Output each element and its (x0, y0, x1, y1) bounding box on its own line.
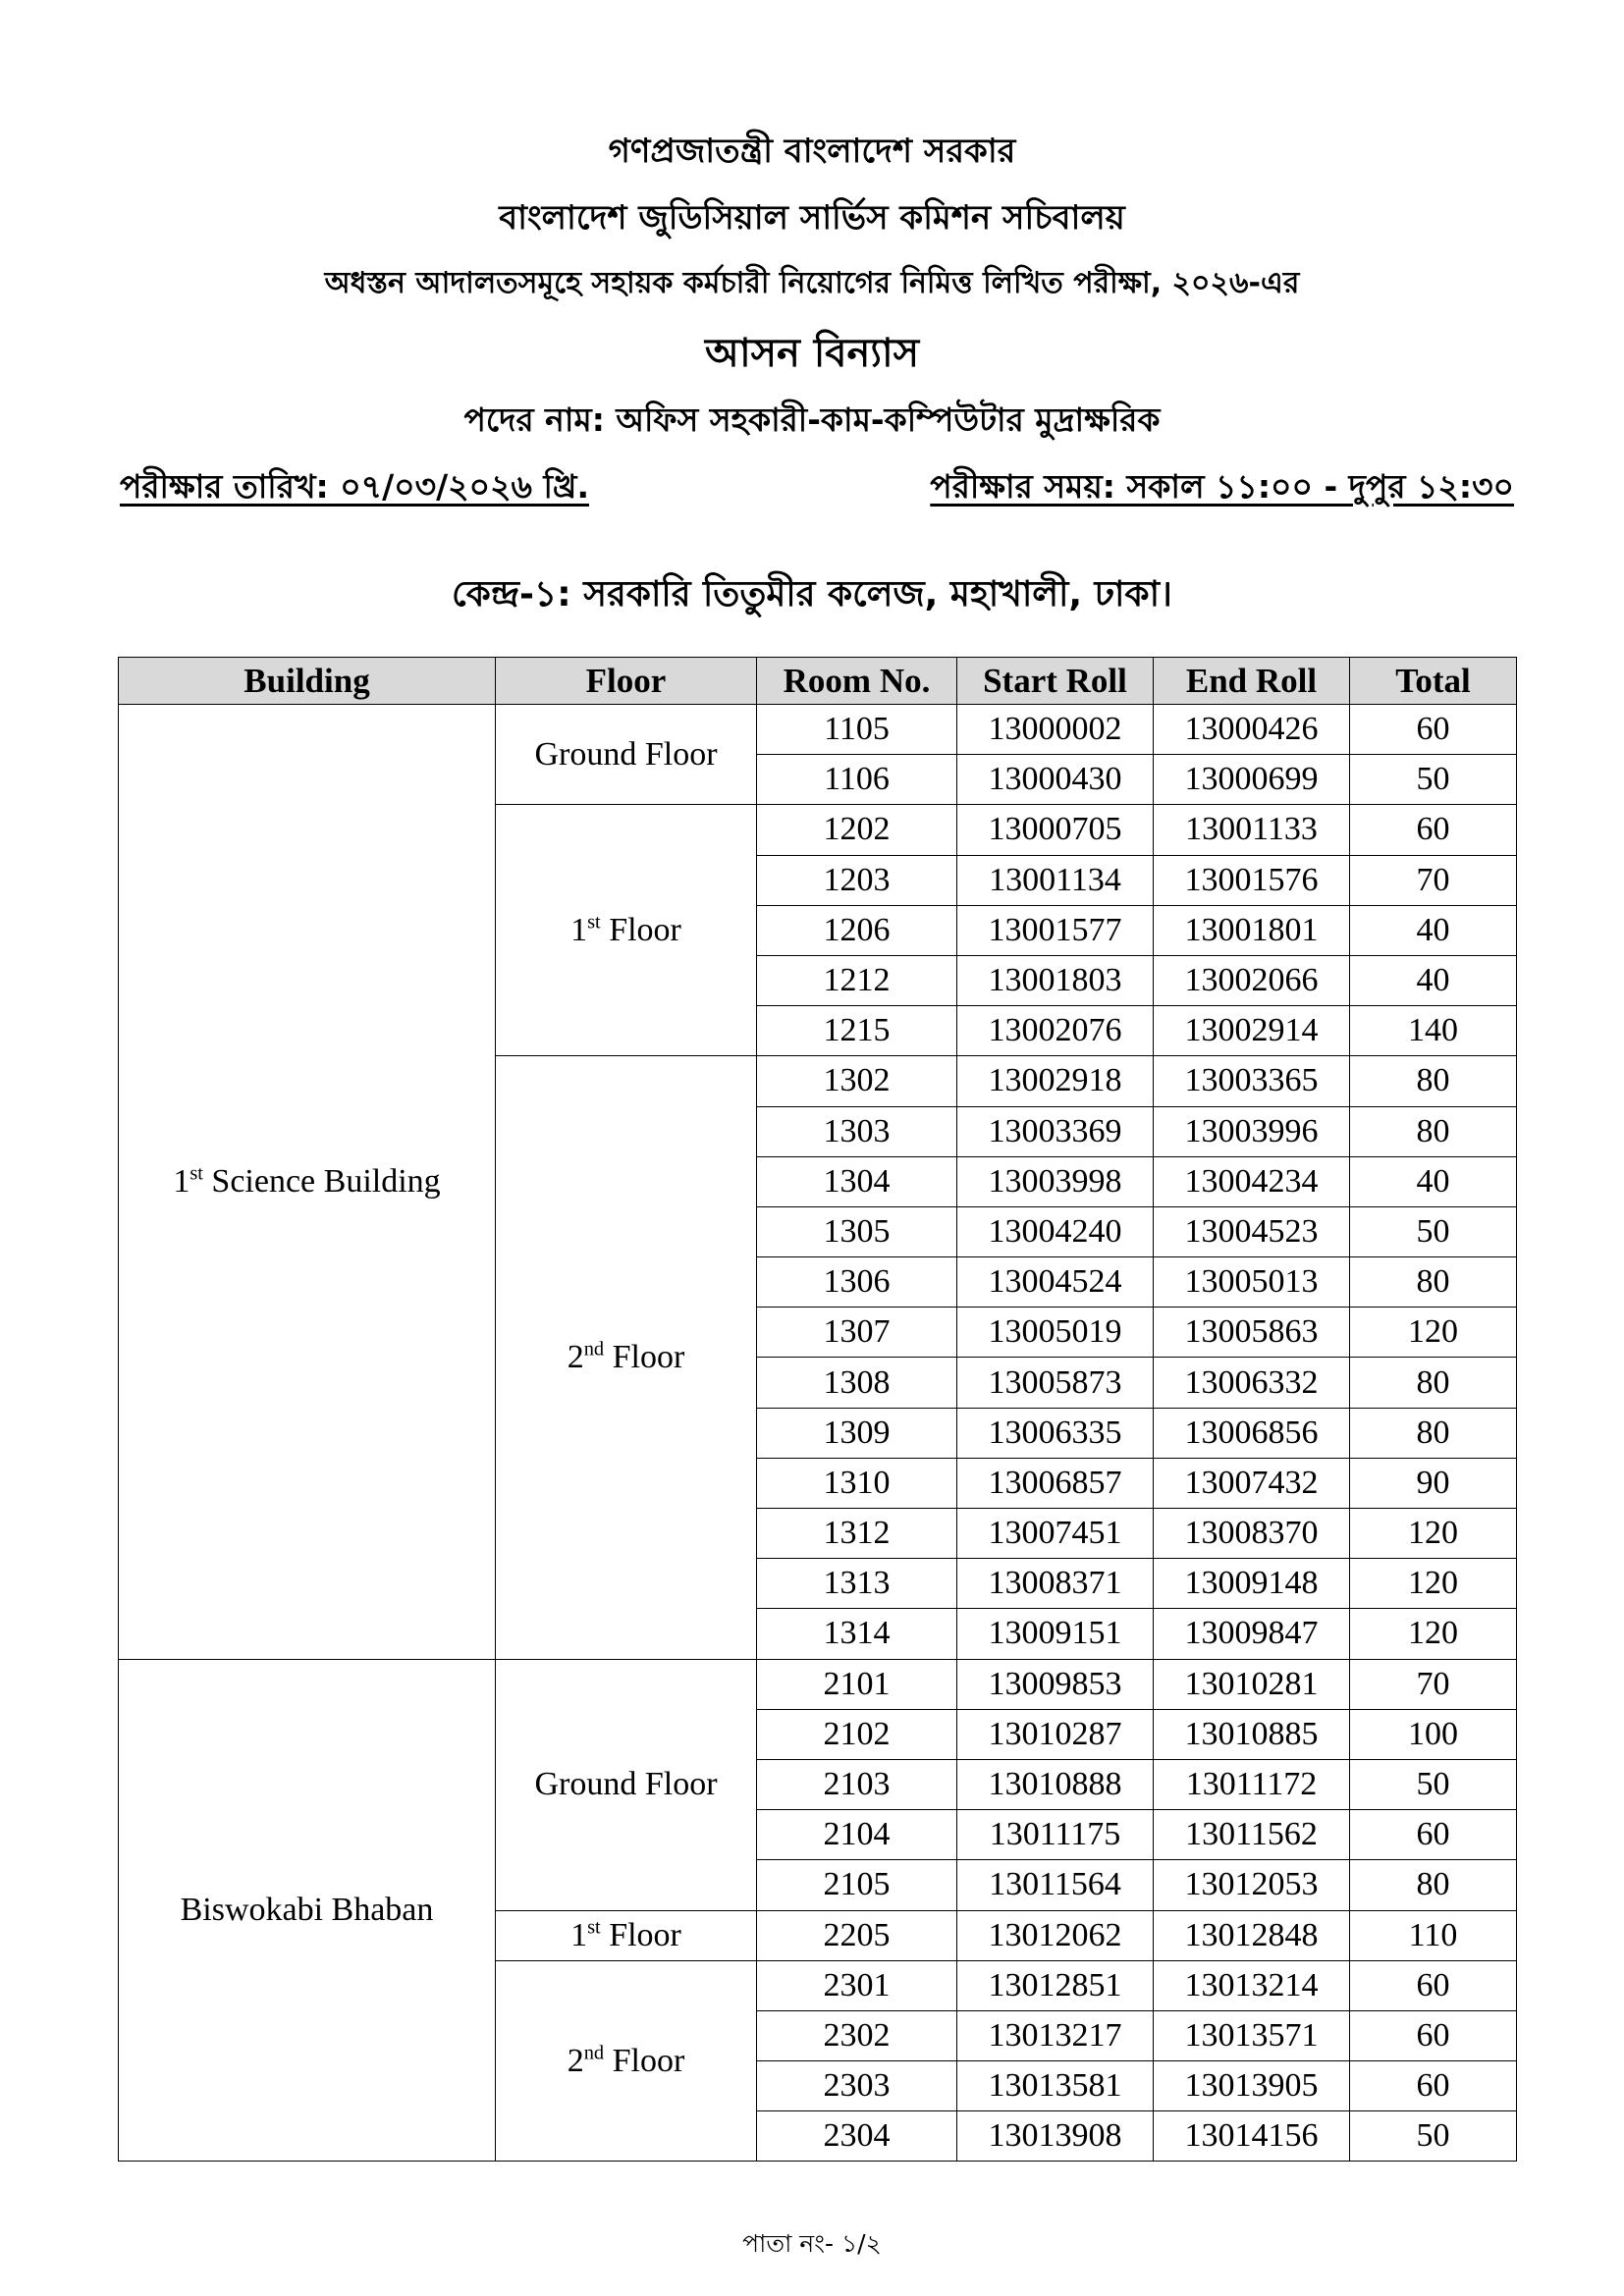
table-header-row (119, 658, 1517, 705)
floor-name-ordinal-suffix: nd (583, 2042, 605, 2064)
end-roll-cell: 13007432 (1154, 1458, 1350, 1508)
total-cell: 60 (1350, 1810, 1517, 1860)
floor-name-ordinal-suffix: st (587, 911, 601, 934)
start-roll-cell: 13004240 (957, 1206, 1154, 1256)
exam-date: পরীক্ষার তারিখ: ০৭/০৩/২০২৬ খ্রি. (120, 467, 589, 506)
start-roll-cell: 13013581 (957, 2061, 1154, 2111)
floor-name-text: Floor (604, 1338, 685, 1375)
room-cell: 1212 (757, 955, 957, 1005)
room-cell: 1312 (757, 1509, 957, 1559)
page-number: পাতা নং- ১/২ (742, 2229, 882, 2258)
end-roll-cell: 13011172 (1154, 1759, 1350, 1809)
end-roll-cell: 13012053 (1154, 1860, 1350, 1910)
end-roll-cell: 13006856 (1154, 1408, 1350, 1458)
start-roll-cell: 13007451 (957, 1509, 1154, 1559)
room-cell: 1206 (757, 905, 957, 955)
start-roll-cell: 13010888 (957, 1759, 1154, 1809)
floor-cell (496, 1960, 757, 2162)
room-cell: 1305 (757, 1206, 957, 1256)
total-cell: 70 (1350, 855, 1517, 905)
total-cell: 40 (1350, 1156, 1517, 1206)
floor-name-text: Floor (604, 2042, 685, 2079)
column-header-total: Total (1350, 658, 1517, 705)
room-cell: 2105 (757, 1860, 957, 1910)
column-header-end-roll: End Roll (1154, 658, 1350, 705)
total-cell: 80 (1350, 1106, 1517, 1156)
start-roll-cell: 13000002 (957, 705, 1154, 755)
total-cell: 140 (1350, 1006, 1517, 1056)
room-cell: 1306 (757, 1257, 957, 1308)
start-roll-cell: 13001134 (957, 855, 1154, 905)
total-cell: 110 (1350, 1910, 1517, 1960)
end-roll-cell: 13001133 (1154, 805, 1350, 855)
total-cell: 50 (1350, 1759, 1517, 1809)
end-roll-cell: 13001801 (1154, 905, 1350, 955)
floor-cell (496, 1056, 757, 1659)
room-cell: 2304 (757, 2111, 957, 2162)
room-cell: 2302 (757, 2010, 957, 2060)
start-roll-cell: 13002918 (957, 1056, 1154, 1106)
floor-name-number: 1 (570, 911, 588, 948)
building-cell (119, 1659, 496, 2162)
floor-name-ordinal-suffix: nd (583, 1338, 605, 1361)
government-title: গণপ্রজাতন্ত্রী বাংলাদেশ সরকার (608, 132, 1016, 171)
table-row (119, 1659, 1517, 1709)
room-cell: 1302 (757, 1056, 957, 1106)
end-roll-cell: 13009148 (1154, 1559, 1350, 1609)
end-roll-cell: 13001576 (1154, 855, 1350, 905)
room-cell: 1105 (757, 705, 957, 755)
end-roll-cell: 13002066 (1154, 955, 1350, 1005)
floor-name-text: Floor (600, 911, 681, 948)
end-roll-cell: 13005863 (1154, 1308, 1350, 1358)
room-cell: 1307 (757, 1308, 957, 1358)
column-header-start-roll: Start Roll (957, 658, 1154, 705)
total-cell: 100 (1350, 1709, 1517, 1759)
total-cell: 40 (1350, 955, 1517, 1005)
secretariat-title: বাংলাদেশ জুডিসিয়াল সার্ভিস কমিশন সচিবালয় (499, 198, 1125, 238)
start-roll-cell: 13005019 (957, 1308, 1154, 1358)
start-roll-cell: 13012062 (957, 1910, 1154, 1960)
seat-plan-table (118, 657, 1517, 2162)
end-roll-cell: 13012848 (1154, 1910, 1350, 1960)
total-cell: 60 (1350, 705, 1517, 755)
end-roll-cell: 13014156 (1154, 2111, 1350, 2162)
start-roll-cell: 13005873 (957, 1358, 1154, 1408)
room-cell: 2205 (757, 1910, 957, 1960)
room-cell: 1202 (757, 805, 957, 855)
end-roll-cell: 13011562 (1154, 1810, 1350, 1860)
start-roll-cell: 13011175 (957, 1810, 1154, 1860)
start-roll-cell: 13013908 (957, 2111, 1154, 2162)
column-header-floor: Floor (496, 658, 757, 705)
end-roll-cell: 13013905 (1154, 2061, 1350, 2111)
exam-title: অধস্তন আদালতসমূহে সহায়ক কর্মচারী নিয়োগের নিমিত্ত লিখিত পরীক্ষা, ২০২৬-এর (324, 266, 1300, 300)
total-cell: 80 (1350, 1408, 1517, 1458)
start-roll-cell: 13002076 (957, 1006, 1154, 1056)
floor-name-number: 1 (570, 1916, 588, 1953)
total-cell: 70 (1350, 1659, 1517, 1709)
total-cell: 120 (1350, 1308, 1517, 1358)
end-roll-cell: 13002914 (1154, 1006, 1350, 1056)
floor-name-text: Floor (600, 1916, 681, 1953)
end-roll-cell: 13010281 (1154, 1659, 1350, 1709)
room-cell: 1303 (757, 1106, 957, 1156)
start-roll-cell: 13006335 (957, 1408, 1154, 1458)
room-cell: 1310 (757, 1458, 957, 1508)
room-cell: 1203 (757, 855, 957, 905)
floor-name-number: 2 (567, 1338, 584, 1375)
total-cell: 50 (1350, 1206, 1517, 1256)
floor-cell (496, 1659, 757, 1910)
total-cell: 60 (1350, 805, 1517, 855)
post-name: পদের নাম: অফিস সহকারী-কাম-কম্পিউটার মুদ্রাক্ষরিক (463, 400, 1161, 439)
room-cell: 2102 (757, 1709, 957, 1759)
room-cell: 1106 (757, 755, 957, 805)
start-roll-cell: 13000705 (957, 805, 1154, 855)
end-roll-cell: 13004234 (1154, 1156, 1350, 1206)
end-roll-cell: 13006332 (1154, 1358, 1350, 1408)
floor-name-text: Ground Floor (534, 735, 718, 773)
room-cell: 1308 (757, 1358, 957, 1408)
start-roll-cell: 13009853 (957, 1659, 1154, 1709)
start-roll-cell: 13006857 (957, 1458, 1154, 1508)
total-cell: 120 (1350, 1559, 1517, 1609)
room-cell: 1314 (757, 1609, 957, 1659)
start-roll-cell: 13010287 (957, 1709, 1154, 1759)
start-roll-cell: 13008371 (957, 1559, 1154, 1609)
start-roll-cell: 13001577 (957, 905, 1154, 955)
floor-cell (496, 705, 757, 805)
start-roll-cell: 13004524 (957, 1257, 1154, 1308)
floor-name-ordinal-suffix: st (587, 1916, 601, 1939)
total-cell: 60 (1350, 2010, 1517, 2060)
end-roll-cell: 13003996 (1154, 1106, 1350, 1156)
room-cell: 1313 (757, 1559, 957, 1609)
end-roll-cell: 13000699 (1154, 755, 1350, 805)
total-cell: 50 (1350, 755, 1517, 805)
exam-time: পরীক্ষার সময়: সকাল ১১:০০ - দুপুর ১২:৩০ (930, 467, 1514, 506)
total-cell: 50 (1350, 2111, 1517, 2162)
room-cell: 2101 (757, 1659, 957, 1709)
total-cell: 80 (1350, 1257, 1517, 1308)
room-cell: 1215 (757, 1006, 957, 1056)
room-cell: 1304 (757, 1156, 957, 1206)
column-header-room: Room No. (757, 658, 957, 705)
room-cell: 2303 (757, 2061, 957, 2111)
end-roll-cell: 13008370 (1154, 1509, 1350, 1559)
start-roll-cell: 13012851 (957, 1960, 1154, 2010)
building-cell (119, 705, 496, 1660)
room-cell: 2301 (757, 1960, 957, 2010)
building-name-text: Science Building (202, 1162, 441, 1200)
start-roll-cell: 13003369 (957, 1106, 1154, 1156)
end-roll-cell: 13005013 (1154, 1257, 1350, 1308)
total-cell: 80 (1350, 1358, 1517, 1408)
floor-cell (496, 1910, 757, 1960)
end-roll-cell: 13000426 (1154, 705, 1350, 755)
total-cell: 80 (1350, 1860, 1517, 1910)
total-cell: 120 (1350, 1509, 1517, 1559)
end-roll-cell: 13013214 (1154, 1960, 1350, 2010)
total-cell: 60 (1350, 2061, 1517, 2111)
start-roll-cell: 13013217 (957, 2010, 1154, 2060)
start-roll-cell: 13009151 (957, 1609, 1154, 1659)
start-roll-cell: 13000430 (957, 755, 1154, 805)
building-name-number: 1 (173, 1162, 190, 1200)
room-cell: 2104 (757, 1810, 957, 1860)
total-cell: 90 (1350, 1458, 1517, 1508)
start-roll-cell: 13011564 (957, 1860, 1154, 1910)
start-roll-cell: 13003998 (957, 1156, 1154, 1206)
end-roll-cell: 13013571 (1154, 2010, 1350, 2060)
seat-plan-heading: আসন বিন্যাস (704, 331, 920, 376)
total-cell: 120 (1350, 1609, 1517, 1659)
floor-cell (496, 805, 757, 1056)
building-name-text: Biswokabi Bhaban (180, 1892, 434, 1928)
end-roll-cell: 13010885 (1154, 1709, 1350, 1759)
total-cell: 60 (1350, 1960, 1517, 2010)
table-row (119, 705, 1517, 755)
floor-name-text: Ground Floor (534, 1766, 718, 1803)
floor-name-number: 2 (567, 2042, 584, 2079)
total-cell: 40 (1350, 905, 1517, 955)
column-header-building: Building (119, 658, 496, 705)
total-cell: 80 (1350, 1056, 1517, 1106)
start-roll-cell: 13001803 (957, 955, 1154, 1005)
end-roll-cell: 13004523 (1154, 1206, 1350, 1256)
end-roll-cell: 13003365 (1154, 1056, 1350, 1106)
end-roll-cell: 13009847 (1154, 1609, 1350, 1659)
building-name-ordinal-suffix: st (189, 1162, 203, 1185)
room-cell: 1309 (757, 1408, 957, 1458)
exam-center: কেন্দ্র-১: সরকারি তিতুমীর কলেজ, মহাখালী, ঢাকা। (452, 574, 1172, 614)
room-cell: 2103 (757, 1759, 957, 1809)
